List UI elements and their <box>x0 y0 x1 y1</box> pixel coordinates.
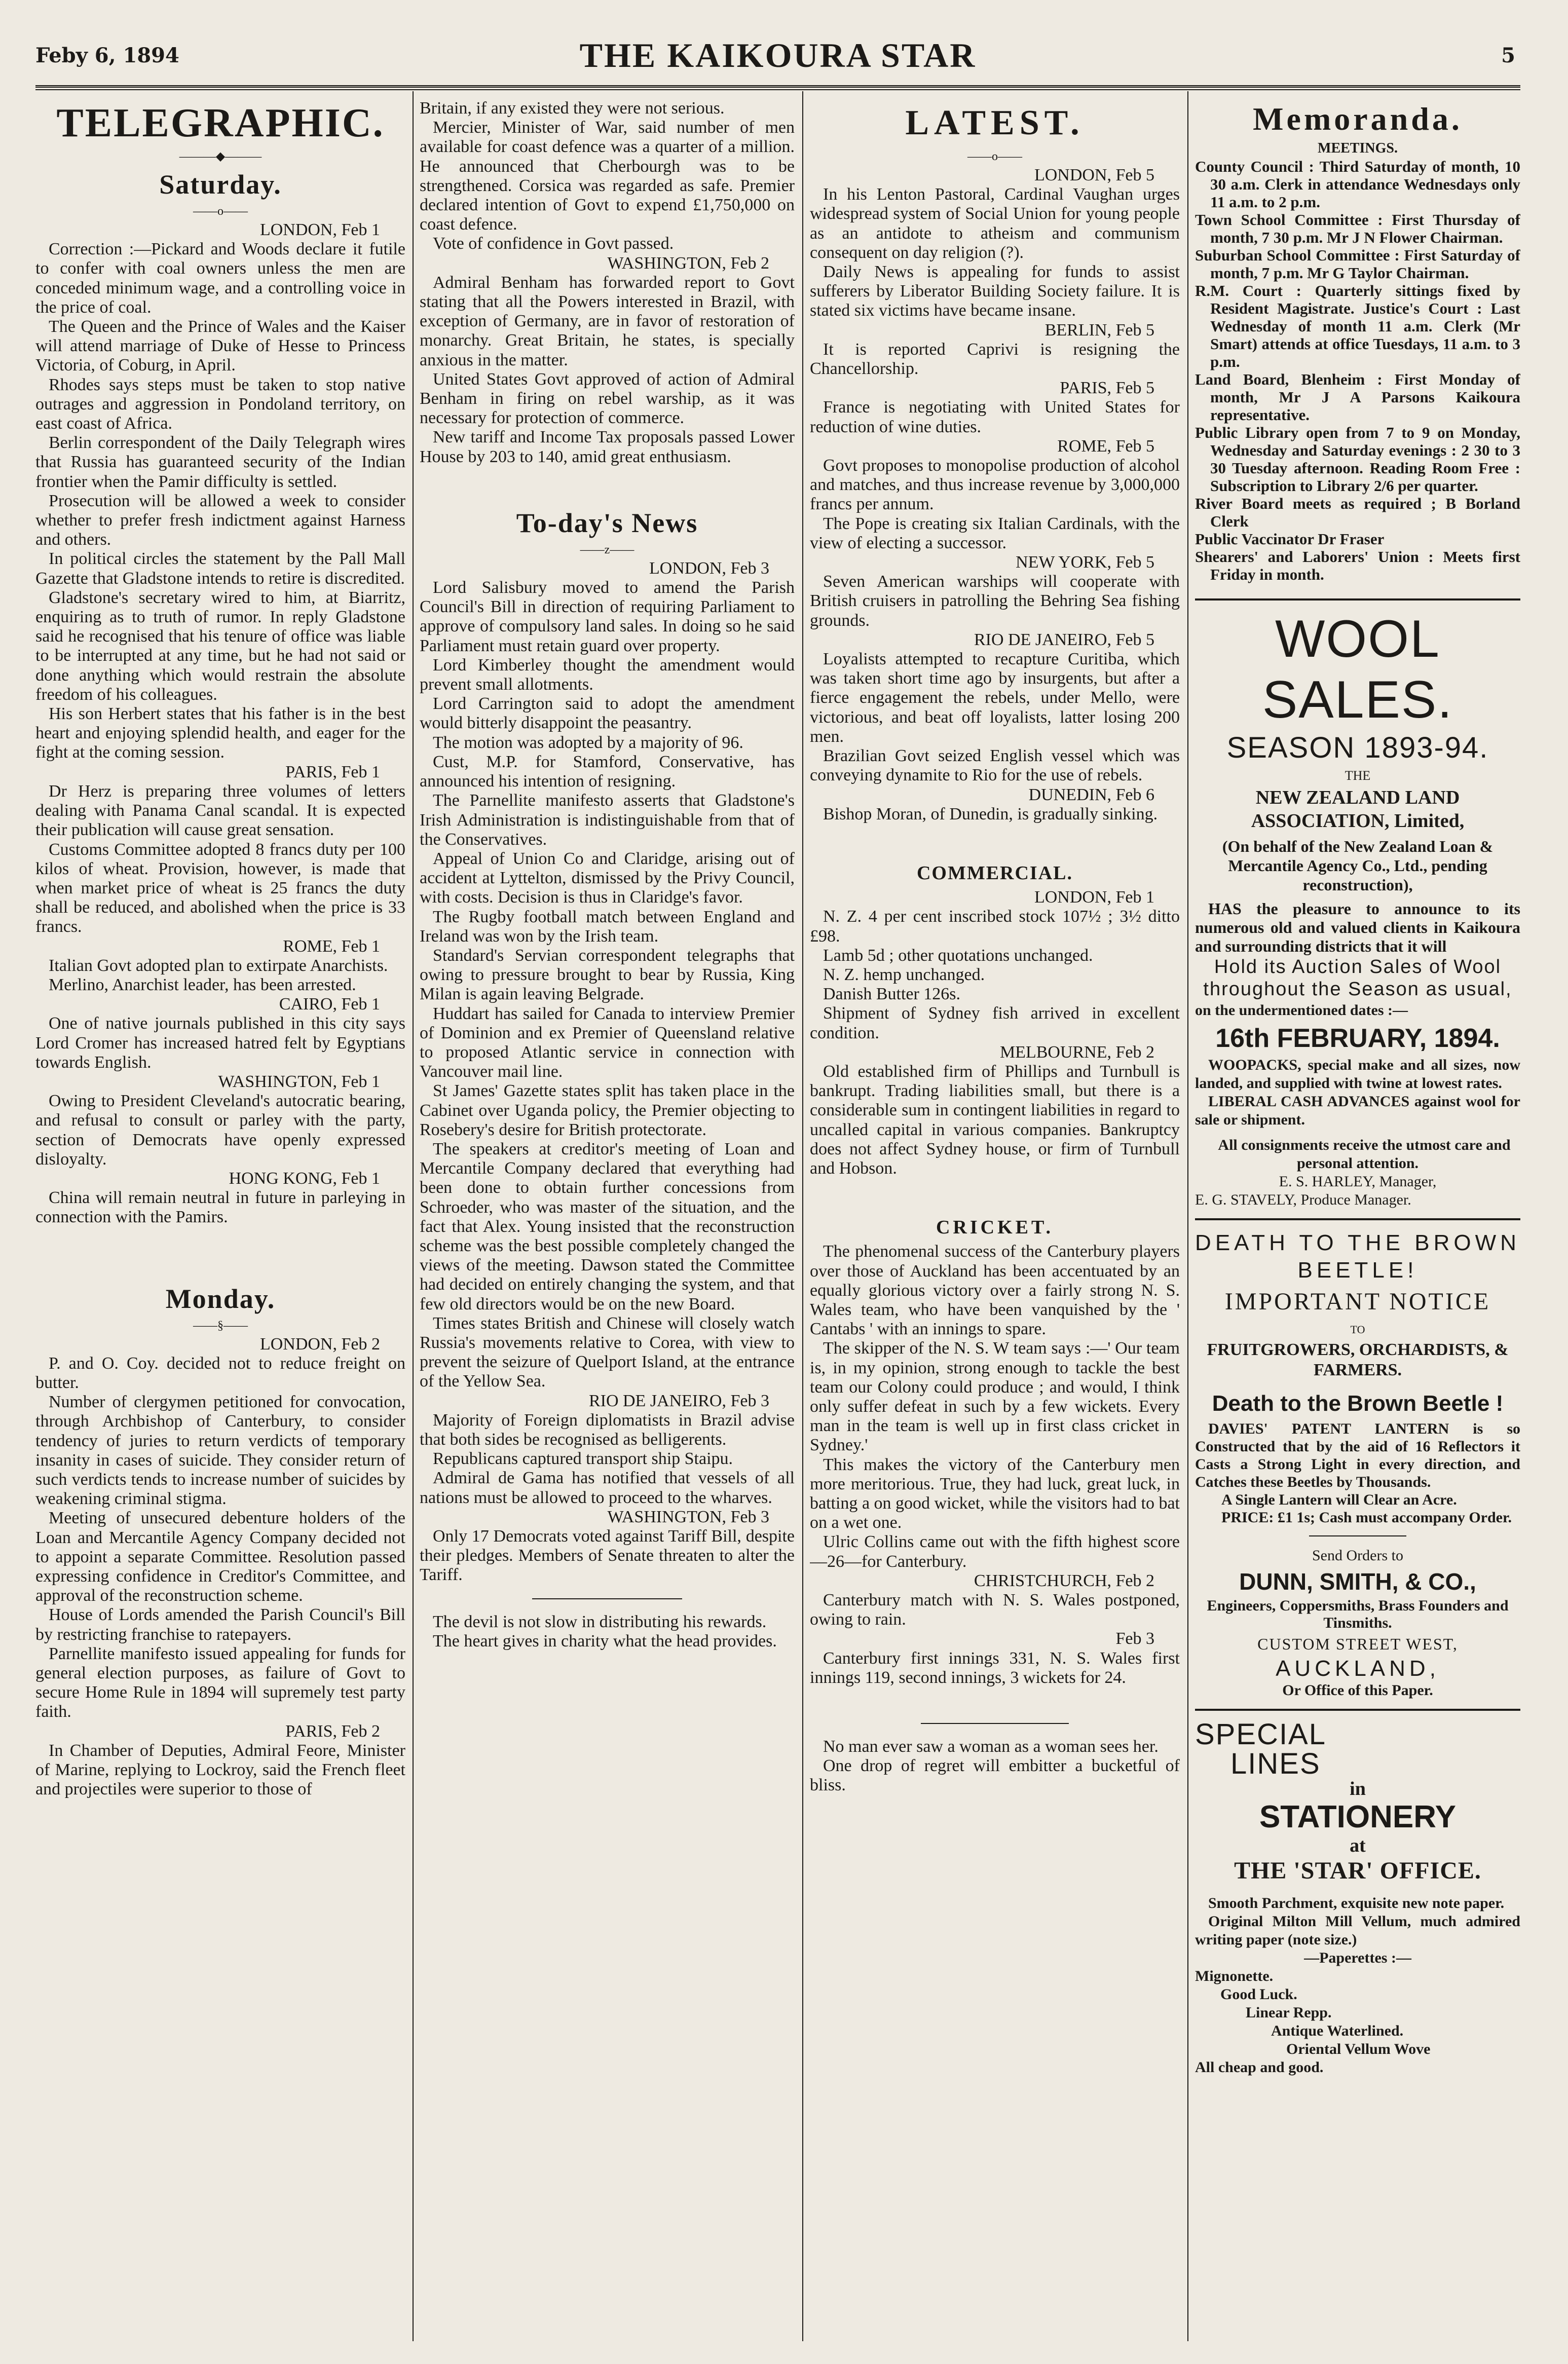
filler-saying: The heart gives in charity what the head provides. <box>433 1631 777 1650</box>
issue-date: Feby 6, 1894 <box>35 44 179 67</box>
dateline: PARIS, Feb 1 <box>285 762 380 781</box>
paragraph: Bishop Moran, of Dunedin, is gradually sinking. <box>823 804 1158 823</box>
beetle-single: A Single Lantern will Clear an Acre. <box>1221 1491 1457 1508</box>
dateline: HONG KONG, Feb 1 <box>229 1169 380 1188</box>
dateline: WASHINGTON, Feb 2 <box>607 253 769 273</box>
paragraph: Huddart has sailed for Canada to interview Premier of Dominion and ex Premier of Queensland relative to proposed Atlantic service in connection with Vancouver mail line. <box>420 1004 795 1081</box>
beetle-dunn: DUNN, SMITH, & CO., <box>1239 1568 1476 1595</box>
column-news <box>420 99 795 2349</box>
masthead <box>35 24 1520 80</box>
paragraph: Admiral Benham has forwarded report to Govt stating that all the Powers interested in Brazil, with exception of Germany, are in favor of restoration of monarchy. Great Britain, he states, is specially anxious in the matter. <box>420 273 795 369</box>
section-title-latest: LATEST. <box>905 103 1085 142</box>
stationery-in: in <box>1350 1778 1366 1799</box>
paragraph: The Parnellite manifesto asserts that Gladstone's Irish Administration is indistinguishable from that of the Conservatives. <box>420 791 795 849</box>
paragraph: Republicans captured transport ship Staipu. <box>433 1449 733 1469</box>
paragraph: The skipper of the N. S. W team says :—' Our team is, in my opinion, strong enough to tackle the best team our Colony could produce ; and would, I think only suffer defeat in such by a few wickets. Every man in the team is well up in first class cricket in Sydney.' <box>810 1339 1180 1455</box>
section-title-todays-news: To-day's News <box>516 507 698 538</box>
paragraph: Only 17 Democrats voted against Tariff Bill, despite their pledges. Members of Senate threaten to alter the Tariff. <box>420 1527 795 1585</box>
section-title-commercial: COMMERCIAL. <box>916 862 1073 884</box>
ornament-divider: ——o—— <box>967 150 1022 163</box>
paragraph: Lord Carrington said to adopt the amendment would bitterly disappoint the peasantry. <box>420 694 795 733</box>
filler-saying: No man ever saw a woman as a woman sees her. <box>823 1737 1159 1756</box>
dateline: WASHINGTON, Feb 1 <box>218 1072 380 1091</box>
ornament-divider: ——§—— <box>193 1319 248 1332</box>
paragraph: House of Lords amended the Parish Council's Bill by restricting franchise to ratepayers. <box>35 1605 405 1644</box>
paragraph: The Queen and the Prince of Wales and the Kaiser will attend marriage of Duke of Hesse to Princess Victoria, of Coburg, in April. <box>35 317 405 375</box>
wool-sales-title: WOOL SALES. <box>1262 610 1453 729</box>
paragraph: Seven American warships will cooperate with British cruisers in patrolling the Behring Sea fishing grounds. <box>810 572 1180 630</box>
meeting-item: R.M. Court : Quarterly sittings fixed by Resident Magistrate. Justice's Court : Last Wednesday of month 11 a.m. Clerk (Mr Smart) attends at office Tuesdays, 11 a.m. to 3 p.m. <box>1195 282 1520 370</box>
filler-saying: The devil is not slow in distributing his rewards. <box>433 1612 767 1631</box>
column-divider <box>1187 91 1188 2341</box>
wool-text: HAS the pleasure to announce to its numerous old and valued clients in Kaikoura and surrounding districts that it will <box>1195 899 1520 955</box>
wool-season: SEASON 1893-94. <box>1226 731 1489 764</box>
dateline: Feb 3 <box>1115 1629 1154 1648</box>
subsection-saturday: Saturday. <box>159 169 282 200</box>
wool-the: THE <box>1345 768 1371 783</box>
meeting-item: Public Library open from 7 to 9 on Monday, Wednesday and Saturday evenings : 2 30 to 3 30 Tuesday afternoon. Reading Room Free : Subscription to Library 2/6 per quarter. <box>1195 424 1520 495</box>
page-number: 5 <box>1501 44 1515 67</box>
paragraph: Prosecution will be allowed a week to consider whether to prefer fresh indictment against Harness and others. <box>35 491 405 549</box>
paragraph: The Pope is creating six Italian Cardinals, with the view of electing a successor. <box>810 514 1180 552</box>
stationery-line: Antique Waterlined. <box>1271 2022 1404 2039</box>
dateline: LONDON, Feb 1 <box>259 220 380 239</box>
paragraph: Parnellite manifesto issued appealing for funds for general election purposes, as failure of Govt to secure Home Rule in 1894 will supremely test party faith. <box>35 1644 405 1721</box>
section-title-telegraphic: TELEGRAPHIC. <box>56 101 385 145</box>
paragraph: Gladstone's secretary wired to him, at Biarritz, enquiring as to truth of rumor. In reply Gladstone said he recognised that his tenure of office was liable to be interrupted at any time, but he had not said or done anything which would restrain the absolute freedom of his colleagues. <box>35 588 405 704</box>
stationery-line: Good Luck. <box>1220 1986 1297 2003</box>
meeting-item: River Board meets as required ; B Borland Clerk <box>1195 495 1520 530</box>
stationery-special: SPECIAL <box>1195 1718 1326 1751</box>
paragraph: New tariff and Income Tax proposals passed Lower House by 203 to 140, amid great enthusiasm. <box>420 428 795 466</box>
wool-liberal: LIBERAL CASH ADVANCES against wool for sale or shipment. <box>1195 1093 1520 1128</box>
paragraph: Canterbury match with N. S. Wales postponed, owing to rain. <box>810 1591 1180 1629</box>
paragraph: United States Govt approved of action of Admiral Benham in firing on rebel warship, as it was necessary for protection of commerce. <box>420 369 795 428</box>
paragraph: China will remain neutral in future in parleying in connection with the Pamirs. <box>35 1188 405 1227</box>
paragraph: The Rugby football match between England and Ireland was won by the Irish team. <box>420 907 795 946</box>
meeting-item: Suburban School Committee : First Saturday of month, 7 p.m. Mr G Taylor Chairman. <box>1195 246 1520 282</box>
paragraph: Govt proposes to monopolise production of alcohol and matches, and thus increase revenue by 3,000,000 francs per annum. <box>810 456 1180 514</box>
dateline: WASHINGTON, Feb 3 <box>607 1507 769 1526</box>
dateline: RIO DE JANEIRO, Feb 3 <box>588 1391 769 1410</box>
paragraph: Majority of Foreign diplomatists in Brazil advise that both sides be recognised as belligerents. <box>420 1410 795 1449</box>
dateline: PARIS, Feb 2 <box>285 1721 380 1741</box>
paragraph: Rhodes says steps must be taken to stop native outrages and aggression in Pondoland territory, on east coast of Africa. <box>35 375 405 433</box>
beetle-send: Send Orders to <box>1312 1547 1403 1564</box>
wool-produce-manager: E. G. STAVELY, Produce Manager. <box>1195 1191 1411 1208</box>
column-advertisements <box>1195 99 1520 2349</box>
beetle-auckland: AUCKLAND, <box>1276 1656 1440 1681</box>
ornament-divider: ——o—— <box>193 205 248 218</box>
column-latest <box>810 99 1180 2349</box>
dateline: RIO DE JANEIRO, Feb 5 <box>974 630 1154 649</box>
paragraph: France is negotiating with United States for reduction of wine duties. <box>810 398 1180 436</box>
paragraph: Admiral de Gama has notified that vessels of all nations must be allowed to proceed to the wharves. <box>420 1469 795 1507</box>
ornament-divider: ———◆——— <box>179 150 262 163</box>
paragraph: One of native journals published in this city says Lord Cromer has increased hatred felt by Egyptians towards English. <box>35 1014 405 1072</box>
wool-manager: E. S. HARLEY, Manager, <box>1279 1173 1437 1190</box>
paragraph: It is reported Caprivi is resigning the Chancellorship. <box>810 340 1180 379</box>
stationery-line: Smooth Parchment, exquisite new note paper. <box>1208 1895 1505 1911</box>
paragraph: Brazilian Govt seized English vessel which was conveying dynamite to Rio for the use of rebels. <box>810 746 1180 785</box>
paragraph: Customs Committee adopted 8 francs duty per 100 kilos of wheat. Provision, however, is made that when market price of wheat is 25 francs the duty shall be reduced, and abolished when the price is 33 francs. <box>35 840 405 936</box>
beetle-price: PRICE: £1 1s; Cash must accompany Order. <box>1221 1509 1512 1526</box>
dateline: DUNEDIN, Feb 6 <box>1028 785 1154 804</box>
telegraphic-monday-body <box>35 1335 405 1799</box>
dateline: ROME, Feb 5 <box>1057 436 1154 456</box>
meetings-heading: MEETINGS. <box>1318 140 1398 156</box>
dateline: CAIRO, Feb 1 <box>279 995 380 1014</box>
newspaper-title: THE KAIKOURA STAR <box>579 36 977 74</box>
paragraph: In Chamber of Deputies, Admiral Feore, Minister of Marine, replying to Lockroy, said the French fleet and projectiles were superior to those of <box>35 1741 405 1799</box>
stationery-line: All cheap and good. <box>1195 2059 1324 2076</box>
wool-sales-advert <box>1195 609 1520 1209</box>
paragraph: Merlino, Anarchist leader, has been arrested. <box>49 975 356 994</box>
paragraph: This makes the victory of the Canterbury men more meritorious. True, they had luck, great luck, in batting a on good wicket, while the visitors had to bat on a wet one. <box>810 1455 1180 1532</box>
wool-date: 16th FEBRUARY, 1894. <box>1215 1024 1500 1053</box>
paragraph: Vote of confidence in Govt passed. <box>433 234 674 253</box>
beetle-advert <box>1195 1229 1520 1700</box>
wool-consign: All consignments receive the utmost care and personal attention. <box>1218 1137 1511 1172</box>
wool-behalf: (On behalf of the New Zealand Loan & Mercantile Agency Co., Ltd., pending reconstruction), <box>1222 837 1494 894</box>
stationery-line: Mignonette. <box>1195 1968 1274 1984</box>
paragraph: Number of clergymen petitioned for convocation, through Archbishop of Canterbury, to consider tendency of juries to return verdicts of temporary insanity in cases of suicide. They consider return of such verdicts tends to increase number of suicides by weakening criminal stigma. <box>35 1393 405 1509</box>
stationery-title: STATIONERY <box>1259 1799 1457 1834</box>
beetle-fruitgrowers: FRUITGROWERS, ORCHARDISTS, & FARMERS. <box>1207 1340 1509 1379</box>
divider <box>921 1723 1069 1724</box>
wool-hold: Hold its Auction Sales of Wool throughout the Season as usual, <box>1203 956 1512 1000</box>
paragraph: Times states British and Chinese will closely watch Russia's movements relative to Corea, with view to prevent the seizure of Quelport Island, at the entrance of the Yellow Sea. <box>420 1314 795 1391</box>
masthead-rule <box>35 85 1520 90</box>
dateline: ROME, Feb 1 <box>283 936 380 956</box>
paragraph: P. and O. Coy. decided not to reduce freight on butter. <box>35 1354 405 1392</box>
dateline: LONDON, Feb 5 <box>1034 166 1154 184</box>
paragraph: Meeting of unsecured debenture holders of the Loan and Mercantile Agency Company decided not to appoint a separate Committee. Resolution passed expressing confidence in Creditor's Committee, and approval of the reconstruction scheme. <box>35 1509 405 1605</box>
paragraph: Owing to President Cleveland's autocratic bearing, and refusal to consult or parley with the party, section of Democrats have openly expressed disloyalty. <box>35 1092 405 1169</box>
paragraph: Shipment of Sydney fish arrived in excellent condition. <box>810 1004 1180 1042</box>
paragraph: Canterbury first innings 331, N. S. Wales first innings 119, second innings, 3 wickets for 24. <box>810 1648 1180 1687</box>
paragraph: In political circles the statement by the Pall Mall Gazette that Gladstone intends to retire is discredited. <box>35 549 405 588</box>
section-title-cricket: CRICKET. <box>936 1217 1054 1239</box>
paragraph: The phenomenal success of the Canterbury players over those of Auckland has been accentuated by an equally glorious victory over a fairly strong N. S. Wales team, who have been vanquished by the ' Cantabs ' with an innings to spare. <box>810 1242 1180 1339</box>
wool-on: on the undermentioned dates :— <box>1195 1002 1408 1019</box>
stationery-advert <box>1195 1720 1520 2077</box>
paragraph: Mercier, Minister of War, said number of men available for coast defence was a quarter of a million. He announced that Cherbourgh was to be strengthened. Corsica was regarded as safe. Premier declared intention of Govt to expend £1,750,000 on coast defence. <box>420 118 795 234</box>
paragraph: Appeal of Union Co and Claridge, arising out of accident at Lyttelton, dismissed by the Privy Council, with costs. Decision is thus in Claridge's favor. <box>420 849 795 907</box>
beetle-street: CUSTOM STREET WEST, <box>1257 1635 1458 1653</box>
paragraph: In his Lenton Pastoral, Cardinal Vaughan urges widespread system of Social Union for young people as an antidote to atheism and communism consequent on day religion (?). <box>810 185 1180 262</box>
ornament-divider: ——z—— <box>580 543 634 556</box>
stationery-line: Linear Repp. <box>1246 2004 1332 2021</box>
paragraph: Dr Herz is preparing three volumes of letters dealing with Panama Canal scandal. It is expected their publication will cause great sensation. <box>35 781 405 840</box>
paragraph: Berlin correspondent of the Daily Telegraph wires that Russia has guaranteed security of the Indian frontier when the Pamir difficulty is settled. <box>35 433 405 491</box>
beetle-text: DAVIES' PATENT LANTERN is so Constructed that by the aid of 16 Reflectors it Casts a Strong Light in every direction, and Catches these Beetles by Thousands. <box>1195 1420 1520 1490</box>
paragraph: The speakers at creditor's meeting of Loan and Mercantile Company declared that everything had been done to obtain further concessions from Schroeder, who was master of the situation, and the fact that Alex. Young insisted that the reconstruction scheme was the best possible completely changed the views of the meeting. Dawson stated the Committee had decided on entirely changing the system, and that few old directors would be on the new Board. <box>420 1139 795 1314</box>
beetle-title: DEATH TO THE BROWN BEETLE! <box>1195 1230 1520 1283</box>
paragraph: Old established firm of Phillips and Turnbull is bankrupt. Trading liabilities small, but there is a considerable sum in contingent liabilities in regard to uncalled capital in various companies. Bankruptcy does not affect Sydney house, or firm of Turnbull and Hobson. <box>810 1062 1180 1178</box>
paragraph: Lord Kimberley thought the amendment would prevent small allotments. <box>420 655 795 694</box>
dateline: LONDON, Feb 2 <box>259 1334 380 1354</box>
meeting-item: Shearers' and Laborers' Union : Meets first Friday in month. <box>1195 548 1520 583</box>
stationery-at: at <box>1350 1835 1366 1856</box>
beetle-notice: IMPORTANT NOTICE <box>1224 1288 1491 1315</box>
paragraph: Lamb 5d ; other quotations unchanged. <box>823 946 1093 965</box>
dateline: LONDON, Feb 1 <box>1034 888 1154 907</box>
stationery-line: Oriental Vellum Wove <box>1286 2041 1431 2057</box>
paragraph: Britain, if any existed they were not serious. <box>420 99 725 118</box>
column-divider <box>413 91 414 2341</box>
paragraph: Italian Govt adopted plan to extirpate Anarchists. <box>49 956 388 975</box>
paragraph: Ulric Collins came out with the fifth highest score—26—for Canterbury. <box>810 1532 1180 1571</box>
paragraph: N. Z. 4 per cent inscribed stock 107½ ; 3½ ditto £98. <box>810 907 1180 946</box>
beetle-engineers: Engineers, Coppersmiths, Brass Founders and Tinsmiths. <box>1207 1597 1509 1631</box>
paragraph: N. Z. hemp unchanged. <box>823 965 985 984</box>
dateline: CHRISTCHURCH, Feb 2 <box>974 1571 1154 1590</box>
paragraph: Standard's Servian correspondent telegraphs that owing to pressure brought to bear by Russia, King Milan is again leaving Belgrade. <box>420 946 795 1004</box>
section-title-memoranda: Memoranda. <box>1253 101 1463 137</box>
wool-woolpacks: WOOPACKS, special make and all sizes, now landed, and supplied with twine at lowest rates. <box>1195 1057 1520 1092</box>
paragraph: His son Herbert states that his father is in the best heart and enjoying splendid health, and eager for the fight at the coming session. <box>35 704 405 762</box>
dateline: BERLIN, Feb 5 <box>1044 320 1154 340</box>
column-divider <box>802 91 803 2341</box>
paragraph: The motion was adopted by a majority of 96. <box>433 733 743 752</box>
subsection-monday: Monday. <box>165 1283 276 1314</box>
stationery-office: THE 'STAR' OFFICE. <box>1234 1857 1481 1884</box>
meeting-item: Town School Committee : First Thursday of month, 7 30 p.m. Mr J N Flower Chairman. <box>1195 211 1520 246</box>
dateline: LONDON, Feb 3 <box>649 558 769 578</box>
stationery-lines: LINES <box>1230 1747 1321 1780</box>
dateline: NEW YORK, Feb 5 <box>1016 553 1154 572</box>
paragraph: Daily News is appealing for funds to assist sufferers by Liberator Building Society failure. It is stated six victims have became insane. <box>810 262 1180 320</box>
paragraph: Cust, M.P. for Stamford, Conservative, has announced his intention of resigning. <box>420 752 795 791</box>
beetle-to: TO <box>1350 1323 1365 1336</box>
column-telegraphic <box>35 99 405 2349</box>
divider <box>1309 1535 1407 1536</box>
filler-saying: One drop of regret will embitter a bucketful of bliss. <box>810 1756 1180 1795</box>
paragraph: Correction :—Pickard and Woods declare it futile to confer with coal owners unless the men are conceded minimum wage, and a controlling voice in the price of coal. <box>35 240 405 317</box>
telegraphic-saturday-body <box>35 220 405 1227</box>
divider <box>532 1598 682 1599</box>
meeting-item: County Council : Third Saturday of month, 10 30 a.m. Clerk in attendance Wednesdays only 11 a.m. to 2 p.m. <box>1195 158 1520 211</box>
stationery-line: Original Milton Mill Vellum, much admired writing paper (note size.) <box>1195 1913 1520 1948</box>
paragraph: Loyalists attempted to recapture Curitiba, which was taken short time ago by insurgents, but after a fierce engagement the rebels, under Mello, were victorious, and beat off loyalists, latter losing 200 men. <box>810 650 1180 746</box>
beetle-headline: Death to the Brown Beetle ! <box>1212 1391 1504 1416</box>
paragraph: Lord Salisbury moved to amend the Parish Council's Bill in direction of requiring Parliament to approve of compulsory land sales. In doing so he said Parliament must retain guard over property. <box>420 578 795 655</box>
beetle-office: Or Office of this Paper. <box>1282 1682 1433 1699</box>
paragraph: Danish Butter 126s. <box>823 985 961 1004</box>
stationery-line: —Paperettes :— <box>1304 1949 1411 1966</box>
meeting-item: Land Board, Blenheim : First Monday of month, Mr J A Parsons Kaikoura representative. <box>1195 370 1520 424</box>
dateline: MELBOURNE, Feb 2 <box>999 1042 1154 1062</box>
meeting-item: Public Vaccinator Dr Fraser <box>1195 530 1385 548</box>
paragraph: St James' Gazette states split has taken place in the Cabinet over Uganda policy, the Premier objecting to Rosebery's desire for British protectorate. <box>420 1081 795 1139</box>
wool-association: NEW ZEALAND LAND ASSOCIATION, Limited, <box>1251 787 1465 832</box>
dateline: PARIS, Feb 5 <box>1060 379 1154 398</box>
